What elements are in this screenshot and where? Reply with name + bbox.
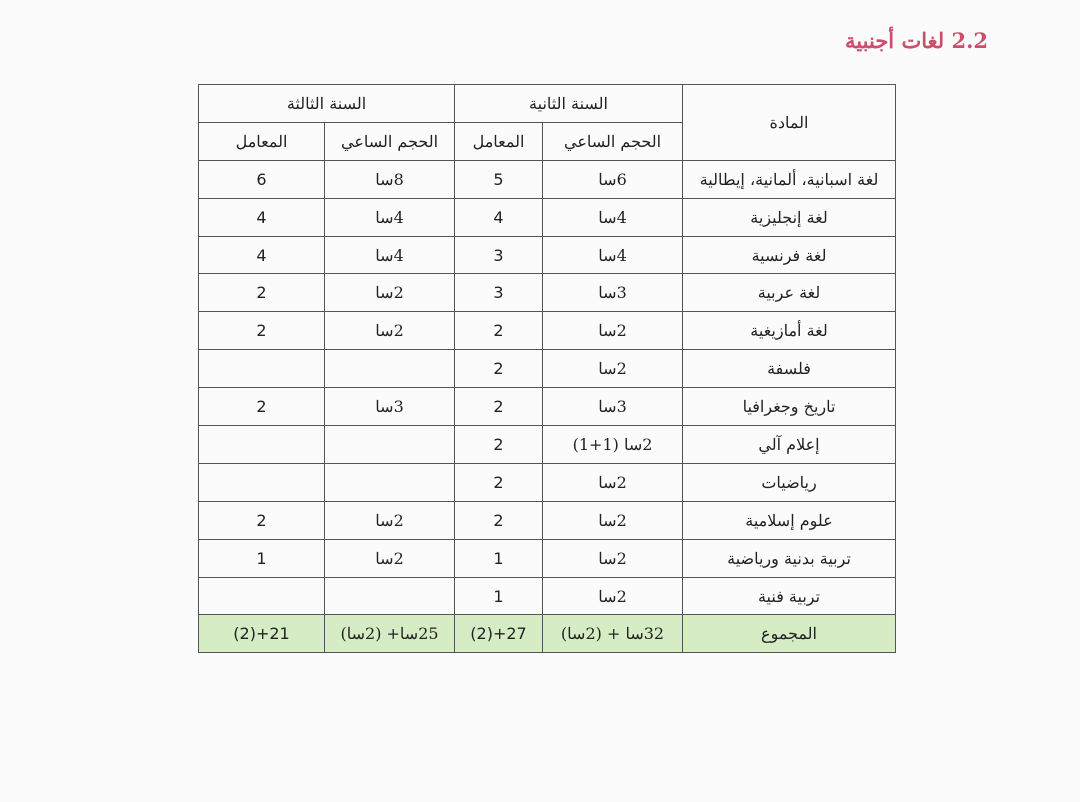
coef-year3-cell: 6: [199, 160, 325, 198]
hours-year3-cell: 2سا: [325, 539, 455, 577]
hours-year2-cell: 6سا: [543, 160, 683, 198]
table-row: [199, 274, 896, 312]
coef-year3-cell: 4: [199, 236, 325, 274]
hours-year2-cell: 2سا: [543, 577, 683, 615]
curriculum-table: [198, 84, 896, 653]
table-row: [199, 539, 896, 577]
hours-year2-cell: 4سا: [543, 198, 683, 236]
subject-cell: تربية بدنية ورياضية: [683, 539, 896, 577]
coef-year3-cell: 2: [199, 274, 325, 312]
coef-year3-cell: 1: [199, 539, 325, 577]
table-row: [199, 501, 896, 539]
coef-year2-cell: 5: [455, 160, 543, 198]
hours-year3-cell: 4سا: [325, 236, 455, 274]
hours-year3-cell: 4سا: [325, 198, 455, 236]
table-row: [199, 312, 896, 350]
table-row: [199, 463, 896, 501]
hours-year2-cell: 3سا: [543, 388, 683, 426]
hours-year3-cell: 3سا: [325, 388, 455, 426]
coef-year2-cell: 2: [455, 350, 543, 388]
hours-year3-cell: 2سا: [325, 501, 455, 539]
hours-year2-cell: 2سا: [543, 501, 683, 539]
section-title: 2.2 لغات أجنبية: [845, 28, 988, 53]
subject-cell: لغة فرنسية: [683, 236, 896, 274]
table-row: [199, 426, 896, 464]
hours-year2-cell: 3سا: [543, 274, 683, 312]
coef-year3-cell: [199, 463, 325, 501]
table-row: [199, 350, 896, 388]
subject-cell: رياضيات: [683, 463, 896, 501]
coef-year2-cell: 2: [455, 388, 543, 426]
coef-year3-cell: [199, 350, 325, 388]
header-coef-year2: المعامل: [455, 122, 543, 160]
hours-year2-cell: 2سا: [543, 539, 683, 577]
total-hours-year3-cell: 25سا+ (2سا): [325, 615, 455, 653]
subject-cell: لغة اسبانية، ألمانية، إيطالية: [683, 160, 896, 198]
coef-year3-cell: [199, 426, 325, 464]
coef-year3-cell: [199, 577, 325, 615]
table-row: [199, 198, 896, 236]
subject-cell: علوم إسلامية: [683, 501, 896, 539]
subject-cell: تاريخ وجغرافيا: [683, 388, 896, 426]
coef-year2-cell: 2: [455, 426, 543, 464]
subject-cell: إعلام آلي: [683, 426, 896, 464]
hours-year3-cell: [325, 426, 455, 464]
table-body: [199, 160, 896, 653]
hours-year2-cell: 4سا: [543, 236, 683, 274]
coef-year3-cell: 4: [199, 198, 325, 236]
coef-year3-cell: 2: [199, 388, 325, 426]
hours-year2-cell: 2سا (1+1): [543, 426, 683, 464]
coef-year2-cell: 1: [455, 539, 543, 577]
header-year3: السنة الثالثة: [199, 85, 455, 123]
hours-year3-cell: [325, 577, 455, 615]
subject-cell: لغة عربية: [683, 274, 896, 312]
coef-year2-cell: 4: [455, 198, 543, 236]
header-subject: المادة: [683, 85, 896, 161]
hours-year3-cell: [325, 463, 455, 501]
total-hours-year2-cell: 32سا + (2سا): [543, 615, 683, 653]
hours-year2-cell: 2سا: [543, 350, 683, 388]
hours-year3-cell: [325, 350, 455, 388]
coef-year3-cell: 2: [199, 501, 325, 539]
header-year2: السنة الثانية: [455, 85, 683, 123]
table-row: [199, 160, 896, 198]
coef-year2-cell: 1: [455, 577, 543, 615]
table-row: [199, 236, 896, 274]
table-row: [199, 388, 896, 426]
total-coef-year3-cell: 21+(2): [199, 615, 325, 653]
hours-year3-cell: 8سا: [325, 160, 455, 198]
hours-year3-cell: 2سا: [325, 312, 455, 350]
total-coef-year2-cell: 27+(2): [455, 615, 543, 653]
header-hours-year3: الحجم الساعي: [325, 122, 455, 160]
hours-year2-cell: 2سا: [543, 463, 683, 501]
subject-cell: لغة أمازيغية: [683, 312, 896, 350]
hours-year3-cell: 2سا: [325, 274, 455, 312]
subject-cell: فلسفة: [683, 350, 896, 388]
header-coef-year3: المعامل: [199, 122, 325, 160]
coef-year3-cell: 2: [199, 312, 325, 350]
subject-cell: لغة إنجليزية: [683, 198, 896, 236]
coef-year2-cell: 2: [455, 312, 543, 350]
coef-year2-cell: 2: [455, 501, 543, 539]
subject-cell: تربية فنية: [683, 577, 896, 615]
hours-year2-cell: 2سا: [543, 312, 683, 350]
total-label-cell: المجموع: [683, 615, 896, 653]
total-row: [199, 615, 896, 653]
coef-year2-cell: 3: [455, 236, 543, 274]
coef-year2-cell: 3: [455, 274, 543, 312]
coef-year2-cell: 2: [455, 463, 543, 501]
table-row: [199, 577, 896, 615]
header-hours-year2: الحجم الساعي: [543, 122, 683, 160]
